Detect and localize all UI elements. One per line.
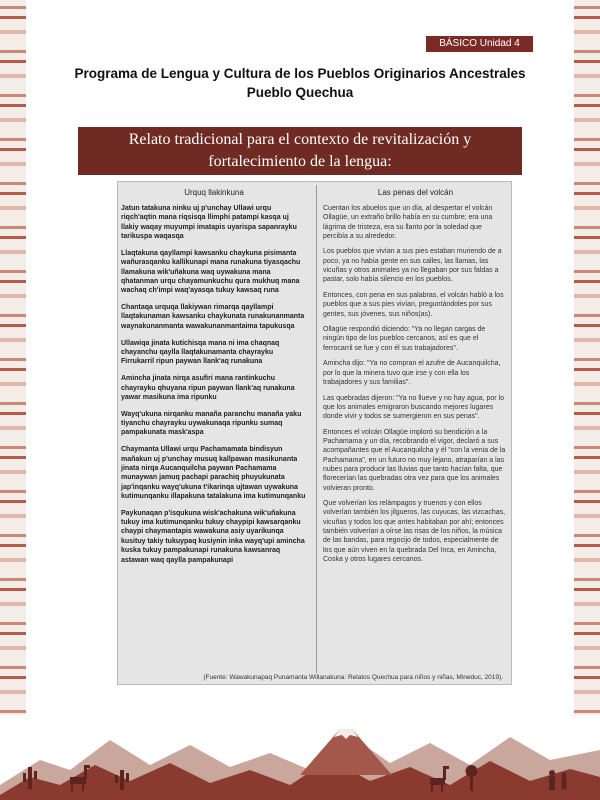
column-divider [316, 185, 317, 673]
spanish-paragraph: Que volverían los relámpagos y truenos y con ellos volverían también los jilgueros, las cuyucas, las vizcachas, vicuñas y todos los que antes habitaban por ahí; entonces también volverían a oírse las risas de los niños, la música de las bandas, para regocijo de todos, especialmente de los que aún viven en la quebrada Del Inca, en Amincha, Coska y otros lugares cercanos. [323, 500, 506, 563]
people-title: Pueblo Quechua [246, 85, 354, 100]
quechua-paragraph: Chaymanta Ullawi urqu Pachamamata bindisyun mañakun uj p'unchay musuq kallpawan masikunanta jinata nirqa Aucanquilcha paywan Pachamama munaywan jamuq pachapi parachiq phuyukunata jap'inqanku wayq'ukuna t'ikarinqa ujtawan uywakuna kutimunqanku illapakuna tatalakuna ima kutimunqanku [121, 446, 306, 500]
spanish-paragraph: Entonces el volcán Ollagüe imploró su bendición a la Pachamama y un día, recobrando el vigor, declaró a sus acompañantes que el Aucanquilcha y él "con la venia de la Pachamama", en un futuro no muy lejano, atraparían a las nubes para producir las lluvias que tanto hacían falta, que florecerían las quebradas otra vez para que los animales volvieran pronto. [323, 428, 506, 492]
footer-landscape-illustration [0, 715, 600, 800]
page-title [40, 64, 560, 102]
program-title: Programa de Lengua y Cultura de los Pueblos Originarios Ancestrales [74, 66, 526, 81]
quechua-paragraph: Chantaqa urquqa llakiywan rimarqa qayllampi llaqtakunaman kawsanku chaykunata runakunanmanta waynakunanmanta wawakunanmantaima tapukusqa [121, 304, 305, 330]
story-box [117, 181, 512, 685]
spanish-paragraph: Ollagüe respondió diciendo: "Ya no llegan cargas de ningún tipo de los pueblos cercanos, así es que el ferrocarril se fue y con él sus trabajadores". [323, 326, 486, 352]
spanish-paragraph: Amincha dijo: "Ya no compran el azufre de Aucanquilcha, por lo que la minera tuvo que irse y con ella los trabajadores y sus familias". [323, 360, 501, 386]
spanish-paragraph: Las quebradas dijeron: "Ya no llueve y no hay agua, por lo que los animales emigraron buscando mejores lugares donde vivir y todos se sumergieron en sus penas". [323, 394, 504, 421]
unit-badge: BÁSICO Unidad 4 [426, 36, 533, 52]
quechua-paragraph: Wayq'ukuna nirqanku manaña paranchu manaña yaku tiyanchu chayrayku uywakunaqa ripunku sumaq pampakunata mask'aspa [121, 410, 302, 437]
quechua-paragraph: Paykunaqan p'isqukuna wisk'achakuna wik'uñakuna tukuy ima kutimunqanku tukuy chaypipi kawsarqanku chaypi chaymantapis wawakuna asiy uyarikunqa kusituy takiy tukuypaq kusiynin inka wayq'upi amincha kuska tukuy pampakunapi runakuna kawsanraq astawan waq qaylla pampakunapi [121, 509, 305, 564]
source-citation: (Fuente: Wawakunapaq Punamanta Willanakuna: Relatos Quechua para niños y niñas, Mineduc, 2019). [203, 674, 503, 681]
quechua-paragraph: Llaqtakuna qayllampi kawsanku chaykuna pisimanta wañurasqanku kallikunapi mana runakuna tiyasqachu llamakuna wik'uñakuna waq uywakuna mana qhatanman urqu chayamunkuchu qura mukhuq mana wachaq ch'impi waq'ayasqa tukuy kawsaq runa [121, 249, 301, 295]
quechua-column [121, 187, 307, 572]
spanish-paragraph: Los pueblos que vivían a sus pies estaban muriendo de a poco, ya no había gente en sus calles, las llamas, las vicuñas y otros animales ya no llegaban por sus faldas a pastar, solo había silencio en los pueblos. [323, 248, 502, 284]
quechua-title: Urquq llakinkuna [184, 188, 244, 197]
quechua-paragraph: Amincha jinata nirqa asufiri mana rantinkuchu chayrayku qhuyana ripun paywan llank'aq runakuna yawar masikuna ima ripunku [121, 375, 295, 401]
quechua-paragraph: Jatun tatakuna ninku uj p'unchay Ullawi urqu riqch'aqtin mana riqsisqa llimphi patampi kasqa uj llakiy waqay muyumpi imatapis uyarispa sapanrayku tarikuspa waqasqa [121, 205, 297, 241]
quechua-paragraph: Ullawiqa jinata kutichisqa mana ni ima chaqnaq chayanchu qaylla llaqtakunamanta chayrayku Firrukarril ripun paywan llank'aq runakuna [121, 339, 280, 366]
section-banner [78, 127, 522, 175]
spanish-column [323, 187, 508, 570]
decorative-border-right [574, 0, 600, 800]
decorative-border-left [0, 0, 26, 800]
section-title: Relato tradicional para el contexto de revitalización y fortalecimiento de la lengua: [128, 131, 472, 170]
spanish-paragraph: Entonces, con pena en sus palabras, el volcán habló a los pueblos que a sus pies vivían, preguntándoles por sus gentes, sus jóvenes, sus niños(as). [323, 291, 504, 318]
spanish-paragraph: Cuentan los abuelos que un día, al despertar el volcán Ollagüe, un extraño brillo había en su cumbre; era una lágrima de tristeza, era su llanto por la soledad que percibía a su alrededor. [323, 205, 493, 240]
spanish-title: Las penas del volcán [377, 188, 454, 197]
